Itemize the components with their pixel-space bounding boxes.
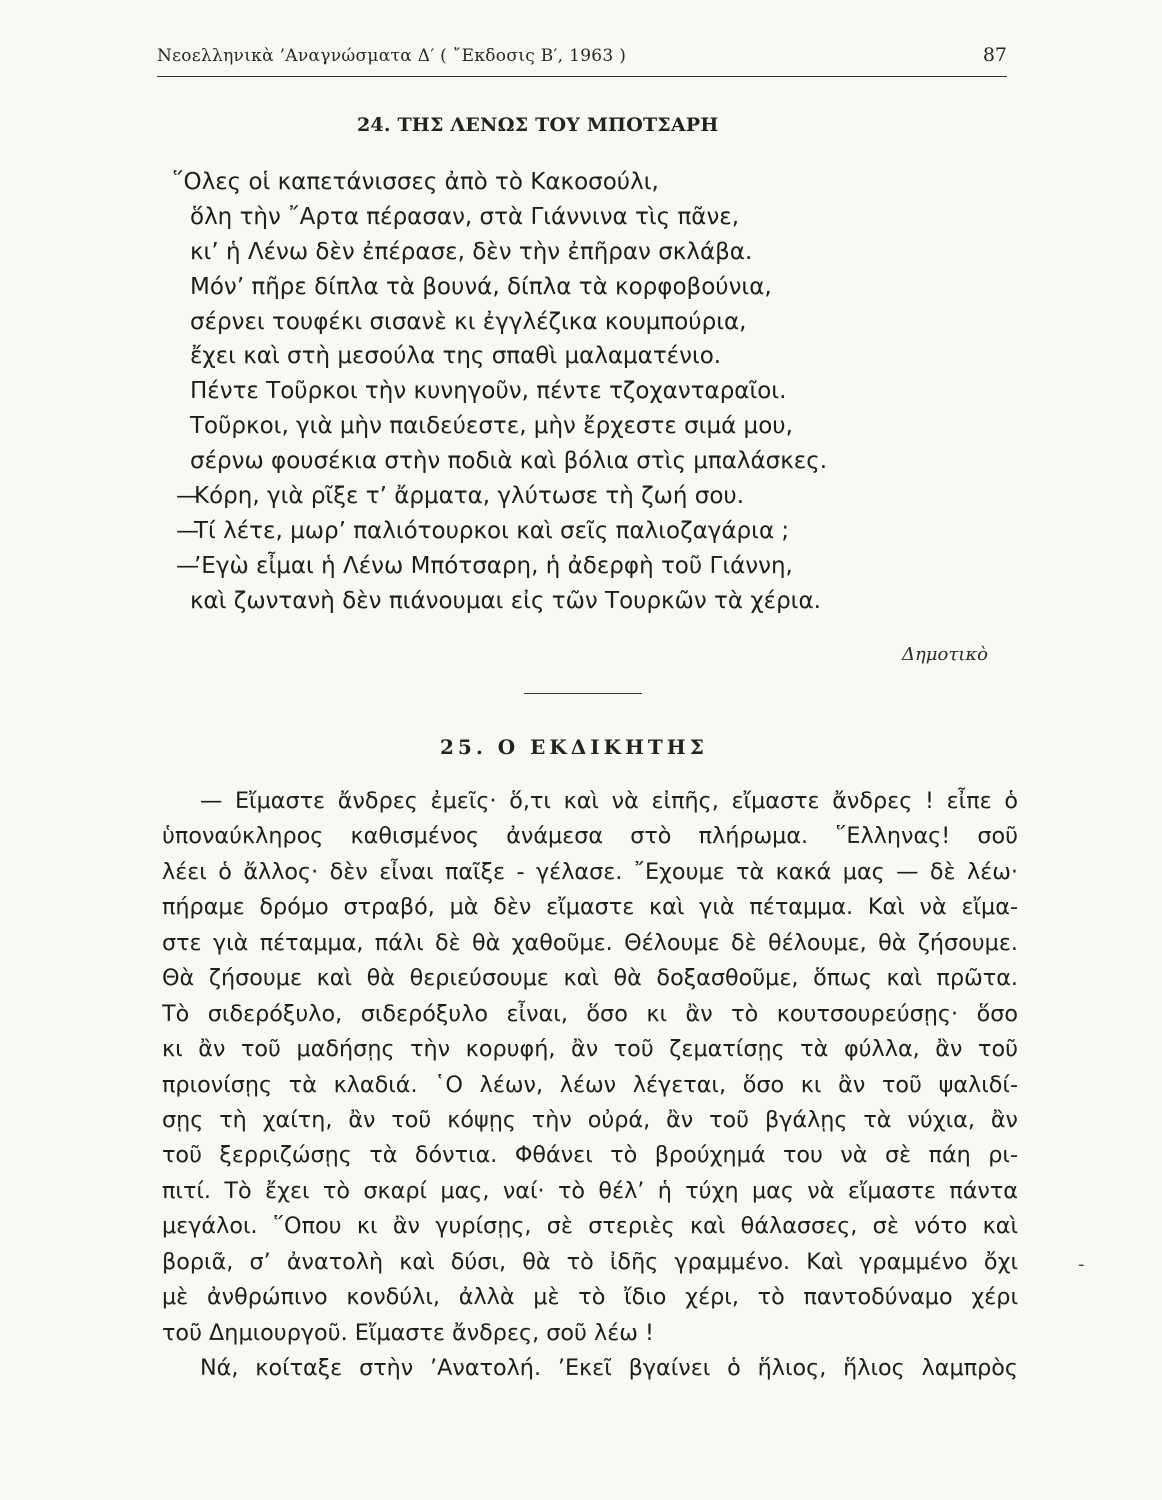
prose-line: Νά, κοίταξε στὴν ’Ανατολή. ’Εκεῖ βγαίνει ὁ ἥλιος, ἥλιος λαμπρὸς (200, 1355, 1018, 1381)
section-divider (524, 693, 642, 694)
prose-line: μὲ ἀνθρώπινο κονδύλι, ἀλλὰ μὲ τὸ ἴδιο χέρι, τὸ παντοδύναμο χέρι (162, 1284, 1018, 1311)
poem-line: Τοῦρκοι, γιὰ μὴν παιδεύεστε, μὴν ἔρχεστε σιμά μου, (190, 413, 793, 440)
dialogue-dash: — (176, 552, 199, 579)
poem-line: ῞Ολες οἱ καπετάνισσες ἀπὸ τὸ Κακοσούλι, (172, 169, 659, 195)
prose-line: σῃς τὴ χαίτη, ἂν τοῦ κόψῃς τὴν οὐρά, ἂν τοῦ βγάλῃς τὰ νύχια, ἂν (162, 1106, 1018, 1133)
story-title: 25. Ο ΕΚΔΙΚΗΤΗΣ (440, 735, 708, 759)
prose-line: ὑποναύκληρος καθισμένος ἀνάμεσα στὸ πλήρωμα. ῞Ελληνας! σοῦ (162, 823, 1018, 850)
story-body (162, 784, 1018, 1386)
prose-line: μεγάλοι. ῞Οπου κι ἂν γυρίσῃς, σὲ στεριὲς καὶ θάλασσες, σὲ νότο καὶ (162, 1213, 1018, 1240)
prose-line: τοῦ ξερριζώσῃς τὰ δόντια. Φθάνει τὸ βρούχημά του νὰ σὲ πάη ρι- (162, 1142, 1018, 1169)
poem-body (172, 165, 1012, 619)
prose-line: πριονίσῃς τὰ κλαδιά. ῾Ο λέων, λέων λέγεται, ὅσο κι ἂν τοῦ ψαλιδί- (162, 1071, 1018, 1098)
poem-line: κι’ ἡ Λένω δὲν ἐπέρασε, δὲν τὴν ἐπῆραν σκλάβα. (190, 238, 753, 265)
prose-line: λέει ὁ ἄλλος· δὲν εἶναι παῖξε - γέλασε. ῎Εχουμε τὰ κακά μας — δὲ λέω· (162, 858, 1018, 885)
poem-line: Μόν’ πῆρε δίπλα τὰ βουνά, δίπλα τὰ κορφοβούνια, (190, 273, 772, 300)
prose-line: τοῦ Δημιουργοῦ. Εἴμαστε ἄνδρες, σοῦ λέω ! (162, 1319, 654, 1346)
poem-line: ὅλη τὴν ῎Αρτα πέρασαν, στὰ Γιάννινα τὶς πᾶνε, (190, 203, 740, 230)
poem-line: ἔχει καὶ στὴ μεσούλα της σπαθὶ μαλαματένιο. (190, 343, 722, 370)
dialogue-dash: — (176, 483, 199, 510)
prose-line: Θὰ ζήσουμε καὶ θὰ θεριεύσουμε καὶ θὰ δοξασθοῦμε, ὅπως καὶ πρῶτα. (162, 965, 1018, 992)
poem-line: καὶ ζωντανὴ δὲν πιάνουμαι εἰς τῶν Τουρκῶν τὰ χέρια. (190, 587, 821, 614)
poem-line: σέρνει τουφέκι σισανὲ κι ἐγγλέζικα κουμπούρια, (190, 308, 747, 335)
poem-dialogue-line (172, 479, 1012, 514)
page-number: 87 (982, 44, 1007, 66)
prose-line: πιτί. Τὸ ἔχει τὸ σκαρί μας, ναί· τὸ θέλ’ ἡ τύχη μας νὰ εἴμαστε πάντα (162, 1177, 1018, 1204)
prose-line: πήραμε δρόμο στραβό, μὰ δὲν εἴμαστε καὶ γιὰ πέταμμα. Καὶ νὰ εἴμα- (162, 894, 1018, 921)
dialogue-text: Κόρη, γιὰ ρῖξε τ’ ἄρματα, γλύτωσε τὴ ζωή σου. (194, 483, 745, 510)
prose-line: στε γιὰ πέταμμα, πάλι δὲ θὰ χαθοῦμε. Θέλουμε δὲ θέλουμε, θὰ ζήσουμε. (162, 929, 1018, 956)
poem-dialogue-line (172, 549, 1012, 584)
poem-line: Πέντε Τοῦρκοι τὴν κυνηγοῦν, πέντε τζοχανταραῖοι. (190, 378, 787, 405)
margin-mark: - (1078, 1254, 1085, 1275)
prose-line: βοριᾶ, σ’ ἀνατολὴ καὶ δύσι, θὰ τὸ ἰδῆς γραμμένο. Καὶ γραμμένο ὄχι (162, 1248, 1018, 1275)
dialogue-text: ’Εγὼ εἶμαι ἡ Λένω Μπότσαρη, ἡ ἀδερφὴ τοῦ Γιάννη, (194, 552, 793, 579)
running-title: Νεοελληνικὰ ’Αναγνώσματα Δ′ ( ῎Εκδοσις Β′, 1963 ) (157, 46, 627, 66)
prose-line: — Εἴμαστε ἄνδρες ἐμεῖς· ὅ,τι καὶ νὰ εἰπῆς, εἴμαστε ἄνδρες ! εἶπε ὁ (200, 788, 1018, 814)
page-header (157, 40, 1007, 77)
prose-line: Τὸ σιδερόξυλο, σιδερόξυλο εἶναι, ὅσο κι ἂν τὸ κουτσουρεύσῃς· ὅσο (162, 1000, 1018, 1027)
poem-line: σέρνω φουσέκια στὴν ποδιὰ καὶ βόλια στὶς μπαλάσκες. (190, 448, 828, 475)
poem-dialogue-line (172, 514, 1012, 549)
poem-source: Δημοτικὸ (902, 644, 988, 665)
prose-line: κι ἂν τοῦ μαδήσῃς τὴν κορυφή, ἂν τοῦ ζεματίσῃς τὰ φύλλα, ἂν τοῦ (162, 1036, 1018, 1063)
dialogue-text: Τί λέτε, μωρ’ παλιότουρκοι καὶ σεῖς παλιοζαγάρια ; (194, 517, 790, 544)
poem-title: 24. ΤΗΣ ΛΕΝΩΣ ΤΟΥ ΜΠΟΤΣΑΡΗ (357, 114, 719, 136)
dialogue-dash: — (176, 517, 199, 544)
